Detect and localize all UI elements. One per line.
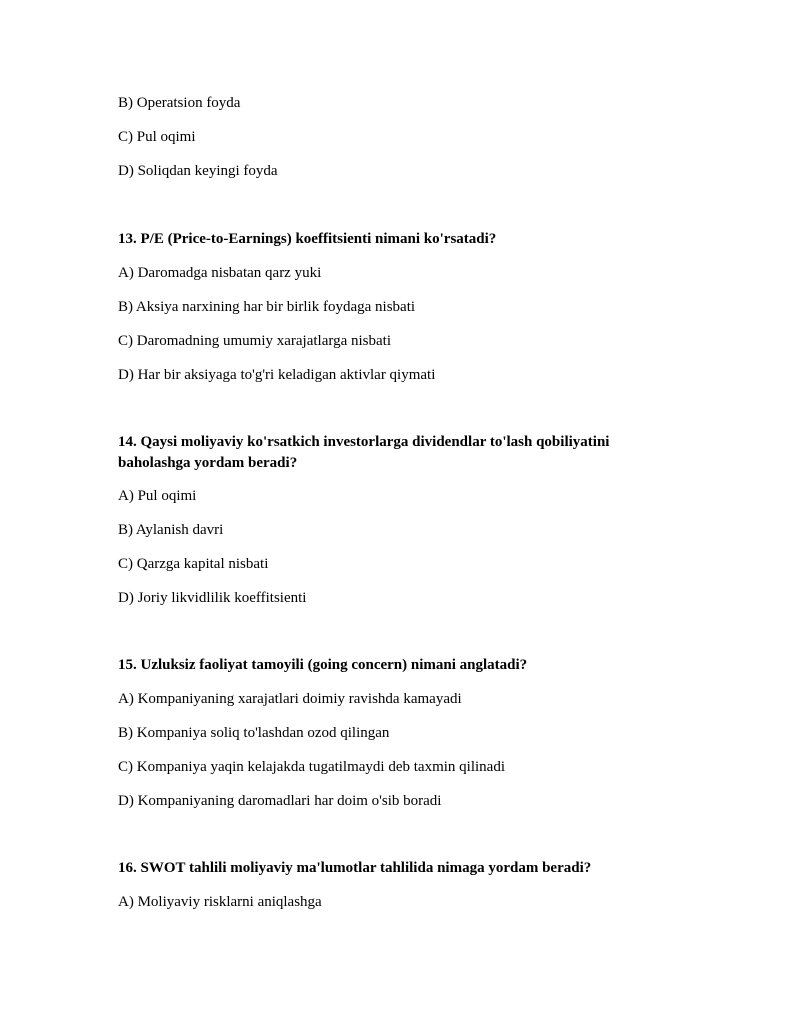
q13-option-b: B) Aksiya narxining har bir birlik foydaga nisbati [118, 299, 416, 315]
q13-question: 13. P/E (Price-to-Earnings) koeffitsienti nimani ko'rsatadi? [118, 231, 497, 247]
q16-option-a: A) Moliyaviy risklarni aniqlashga [118, 894, 322, 910]
q14-option-a: A) Pul oqimi [118, 488, 197, 504]
q13-option-c: C) Daromadning umumiy xarajatlarga nisbati [118, 333, 391, 349]
q14-option-b: B) Aylanish davri [118, 522, 224, 538]
q14-question-line-2: baholashga yordam beradi? [118, 455, 298, 471]
q12-option-b: B) Operatsion foyda [118, 95, 241, 111]
q16-question: 16. SWOT tahlili moliyaviy ma'lumotlar tahlilida nimaga yordam beradi? [118, 860, 592, 876]
q12-option-d: D) Soliqdan keyingi foyda [118, 163, 278, 179]
q15-option-d: D) Kompaniyaning daromadlari har doim o'sib boradi [118, 793, 442, 809]
q15-question: 15. Uzluksiz faoliyat tamoyili (going concern) nimani anglatadi? [118, 657, 528, 673]
q12-option-c: C) Pul oqimi [118, 129, 196, 145]
q15-option-b: B) Kompaniya soliq to'lashdan ozod qilingan [118, 725, 390, 741]
q14-option-d: D) Joriy likvidlilik koeffitsienti [118, 590, 307, 606]
q14-option-c: C) Qarzga kapital nisbati [118, 556, 269, 572]
q13-option-a: A) Daromadga nisbatan qarz yuki [118, 265, 322, 281]
q14-question-line-1: 14. Qaysi moliyaviy ko'rsatkich investorlarga dividendlar to'lash qobiliyatini [118, 434, 610, 450]
q13-option-d: D) Har bir aksiyaga to'g'ri keladigan aktivlar qiymati [118, 367, 436, 383]
q15-option-a: A) Kompaniyaning xarajatlari doimiy ravishda kamayadi [118, 691, 462, 707]
q15-option-c: C) Kompaniya yaqin kelajakda tugatilmaydi deb taxmin qilinadi [118, 759, 505, 775]
